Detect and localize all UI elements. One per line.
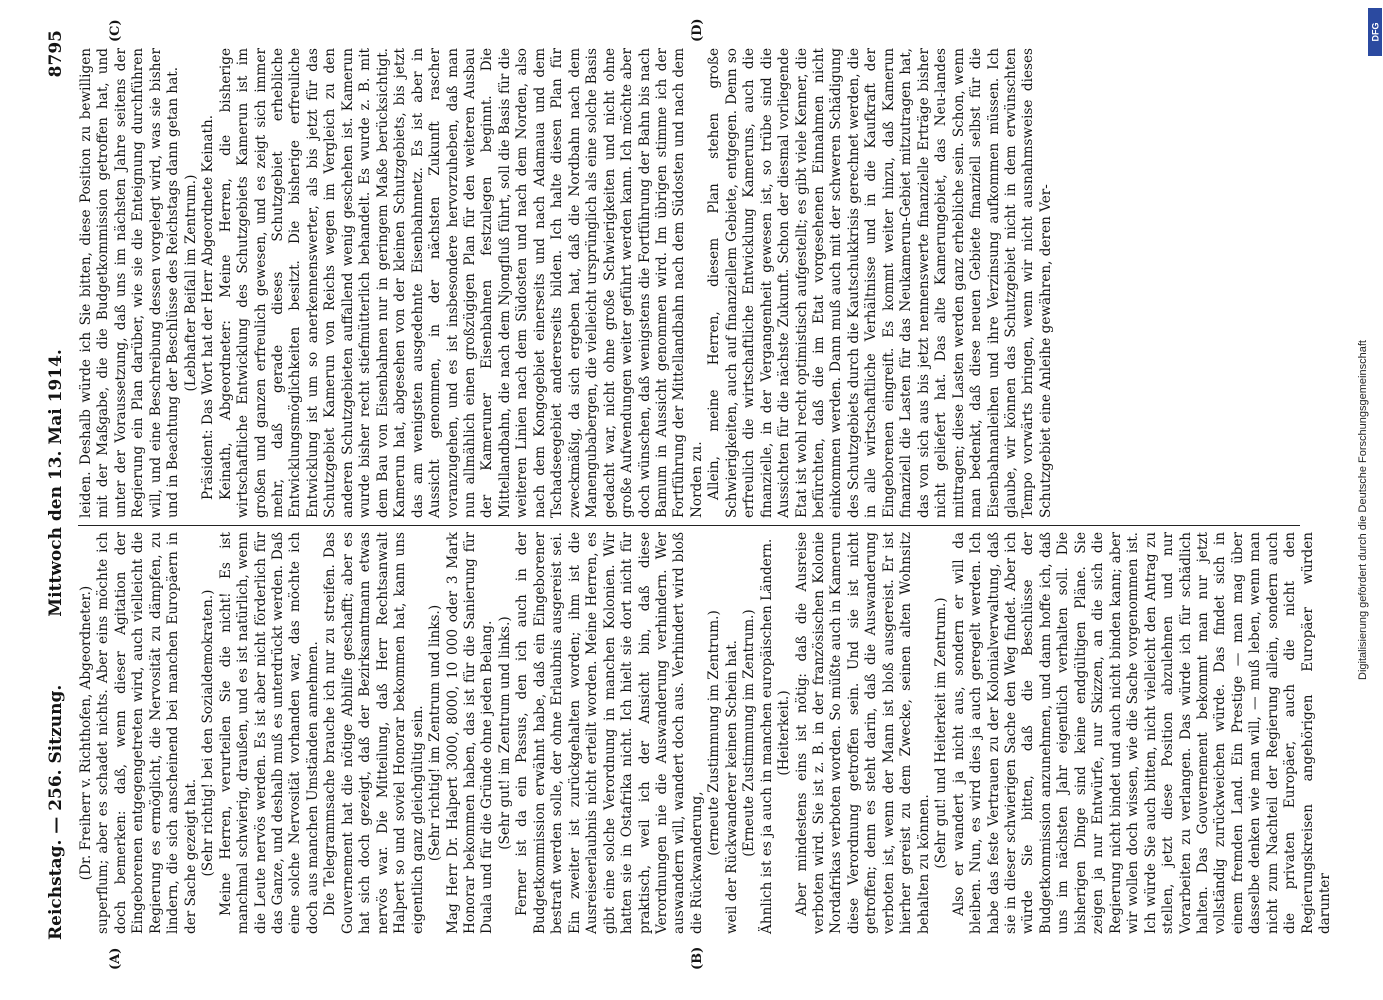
paragraph: Mag Herr Dr. Halpert 3000, 8000, 10 000 oder 3 Mark Honorar bekommen haben, das ist für die Sanierung für Duala und für die Gründe ohne jeden Belang.: [444, 532, 496, 934]
paragraph: Ähnlich ist es ja auch in manchen europäischen Ländern.: [758, 538, 775, 934]
dfg-logo: DFG: [1368, 8, 1382, 56]
interjection: (Sehr gut! und Heiterkeit im Zentrum.): [933, 597, 950, 869]
paragraph: Keinath, Abgeordneter: Meine Herren, die bisherige wirtschaftliche Entwicklung des Schutzgebiets Kamerun ist im großen und ganzen erfreulich gewesen, und es zeigt sich immer mehr, daß gerade dieses Schutzgebiet erhebliche Entwicklungsmöglichkeiten besitzt. Die bisherige erfreuliche Entwicklung ist um so anerkennenswerter, als bis jetzt für das Schutzgebiet Kamerun von Reichs wegen im Vergleich zu den anderen Schutzgebieten auffallend wenig geschehen ist. Kamerun wurde bisher recht stiefmütterlich behandelt. Es wurde z. B. mit dem Bau von Eisenbahnen nur in geringem Maße berücksichtigt. Kamerun hat, abgesehen von der kleinen Schutzgebiets, bis jetzt das am wenigsten ausgedehnte Eisenbahnnetz. Es ist aber in Aussicht genommen, in der nächsten Zukunft rascher voranzugehen, und es ist insbesondere hervorzuheben, daß man nun allmählich einen großzügigen Plan für den weiteren Ausbau der Kameruner Eisenbahnen festzulegen beginnt. Die Mittellandbahn, die nach dem Njongfluß führt, soll die Basis für die weiteren Linien nach dem Südosten und nach dem Norden, also nach dem Kongogebiet einerseits und nach Adamaua und dem Tschadseegebiet andererseits bilden. Ich halte diesen Plan für zweckmäßig, da sich ergeben hat, daß die Nordbahn nach dem Manengubabergen, die vielleicht ursprünglich als eine solche Basis gedacht war, nicht ohne große Schwierigkeiten und nicht ohne große Aufwendungen weiter geführt werden kann. Ich möchte aber doch wünschen, daß wenigstens die Fortführung der Bahn bis nach Bamum in Aussicht genommen wird. Im übrigen stimme ich der Fortführung der Mittellandbahn nach dem Südosten und nach dem Norden zu.: [217, 48, 705, 518]
interjection: (Heiterkeit.): [776, 690, 793, 776]
dfg-caption: Digitalisierung gefördert durch die Deutsche Forschungsgemeinschaft: [1357, 340, 1369, 680]
paragraph: Aber mindestens eins ist nötig: daß die Ausreise verboten wird. Sie ist z. B. in der französischen Kolonie Nordafrikas verboten worden. So müßte auch in Kamerun diese Verordnung getroffen sein. Und sie ist nicht getroffen; denn es steht darin, daß die Auswanderung verboten ist, wenn der Mann ist bloß ausgereist. Er ist hierher gereist zu dem Zwecke, seinen alten Wohnsitz behalten zu können.: [793, 532, 932, 934]
margin-mark-c: (C): [108, 19, 123, 42]
right-column: [78, 48, 1310, 518]
paragraph: Die Telegrammsache brauche ich nur zu streifen. Das Gouvernement hat die nötige Abhilfe geschafft; aber es hat sich doch gezeigt, daß der Bezirksamtmann etwas nervös war. Die Mitteilung, daß Herr Rechtsanwalt Halpert so und soviel Honorar bekommen hat, kann uns eigentlich ganz gleichgültig sein.: [322, 532, 426, 934]
paragraph: Meine Herren, verurteilen Sie die nicht! Es ist manchmal schwierig, draußen, und es ist natürlich, wenn die Leute nervös werden. Es ist aber nicht förderlich für das Ganze, und deshalb muß es unterdrückt werden. Daß eine solche Nervosität vorhanden war, das möchte ich doch aus manchen Umständen annehmen.: [217, 532, 321, 934]
interjection: (erneute Zustimmung im Zentrum.): [706, 610, 723, 856]
column-divider: [78, 525, 1300, 526]
interjection: (Sehr richtig! im Zentrum und links.): [427, 604, 444, 862]
paragraph: superflum; aber es schadet nichts. Aber eins möchte ich doch bemerken: daß, wenn dieser Agitation der Eingeborenen entgegengetreten wird, auch vielleicht die Regierung es ermöglicht, die Nervosität zu dämpfen, zu lindern, die sich anscheinend bei manchen Europäern in der Sache gezeigt hat.: [95, 532, 199, 934]
header-date: Mittwoch den 13. Mai 1914.: [46, 349, 66, 617]
paragraph: Ferner ist da ein Passus, den ich auch in der Budgetkommission erwähnt habe, daß ein Eingeborener bestraft werden solle, der ohne Erlaubnis ausgereist sei. Ein zweiter ist zurückgehalten worden; ihm ist die Ausreiseerlaubnis nicht erteilt worden. Meine Herren, es gibt eine solche Verordnung in manchen Kolonien. Wir hatten sie in Ostafrika nicht. Ich hielt sie dort nicht für praktisch, weil ich der Ansicht bin, daß diese Verordnungen nie die Auswanderung verhindern. Wer auswandern will, wandert doch aus. Verhindert wird bloß die Rückwanderung,: [514, 532, 705, 934]
margin-mark-d: (D): [690, 18, 705, 42]
margin-mark-a: (A): [108, 947, 123, 970]
header-right: [46, 30, 66, 617]
header-left: Reichstag. — 256. Sitzung.: [46, 684, 66, 940]
interjection: (Sehr gut! im Zentrum und links.): [496, 616, 513, 850]
paragraph: weil der Rückwanderer keinen Schein hat.: [723, 639, 740, 934]
running-head: [46, 30, 76, 940]
left-column: [78, 532, 1334, 934]
speaker-note: (Dr. Freiherr v. Richthofen, Abgeordneter.): [78, 585, 94, 881]
margin-mark-b: (B): [690, 946, 705, 970]
paragraph: Also er wandert ja nicht aus, sondern er will da bleiben. Nun, es wird dies ja auch geregelt werden. Ich habe das feste Vertrauen zu der Kolonialverwaltung, daß sie in dieser schwierigen Sache den Weg findet. Aber ich würde Sie bitten, daß die Beschlüsse der Budgetkommission anzunehmen, und dann hoffe ich, daß uns im nächsten Jahr eigentlich verhalten soll. Die bisherigen Dinge sind keine endgültigen Pläne. Sie zeigen ja nur Entwürfe, nur Skizzen, an die sich die Regierung nicht bindet und auch nicht binden kann; aber wir wollen doch wissen, wie die Sache vorgenommen ist. Ich würde Sie auch bitten, nicht vielleicht den Antrag zu stellen, jetzt diese Position abzulehnen und nur Vorarbeiten zu verlangen. Das würde ich für schädlich halten. Das Gouvernement bekommt man nur jetzt vollständig zurückweichen würde. Das findet sich in einem fremden Land. Ein Prestige — man mag über dasselbe denken wie man will, — muß leben, wenn man nicht zum Nachteil der Regierung allein, sondern auch die privaten Europäer, auch die nicht den Regierungskreisen angehörigen Europäer würden darunter: [950, 532, 1334, 934]
paragraph: Allein, meine Herren, diesem Plan stehen große Schwierigkeiten, auch auf finanziellem Gebiete, entgegen. Denn so erfreulich die wirtschaftliche Entwicklung Kameruns, auch die finanzielle, in der Vergangenheit gewesen ist, so trübe sind die Aussichten für die nächste Zukunft. Schon der diesmal vorliegende Etat ist wohl recht optimistisch aufgestellt; es gibt viele Kenner, die befürchten, daß die im Etat vorgesehenen Einnahmen nicht einkommen werden. Dann muß auch mit der schweren Schädigung des Schutzgebiets durch die Kautschukkrisis gerechnet werden, die in alle wirtschaftliche Verhältnisse und in die Kaufkraft der Eingeborenen eingreift. Es kommt weiter hinzu, daß Kamerun finanziell die Lasten für das Neukamerun-Gebiet mitzutragen hat, das von sich aus bis jetzt nennenswerte finanzielle Erträge bisher nicht geliefert hat. Das alte Kamerungebiet, das Neu-landes mittragen; diese Lasten werden ganz erhebliche sein. Schon, wenn man bedenkt, daß diese neuen Gebiete finanziell selbst für die Eisenbahnanleihen und ihre Verzinsung aufkommen müssen. Ich glaube, wir können das Schutzgebiet nicht in dem erwünschten Tempo vorwärts bringen, wenn wir nicht ausnahmsweise dieses Schutzgebiet eine Anleihe gewähren, deren Ver-: [706, 48, 1054, 518]
paragraph: leiden. Deshalb würde ich Sie bitten, diese Position zu bewilligen mit der Maßgabe, die die Budgetkommission getroffen hat, und unter der Voraussetzung, daß uns im nächsten Jahre seitens der Regierung ein Plan darüber, wie sie die Enteignung durchführen will, und eine Beschreibung dessen vorgelegt wird, was sie bisher und in Beachtung der Beschlüsse des Reichstags dann getan hat.: [78, 48, 182, 518]
interjection: (Sehr richtig! bei den Sozialdemokraten.): [200, 589, 217, 877]
page-number: 8795: [46, 30, 66, 78]
interjection: (Lebhafter Beifall im Zentrum.): [182, 174, 199, 392]
interjection: (Erneute Zustimmung im Zentrum.): [741, 609, 758, 857]
president-remark: Präsident: Das Wort hat der Herr Abgeordnete Keinath.: [200, 114, 217, 500]
